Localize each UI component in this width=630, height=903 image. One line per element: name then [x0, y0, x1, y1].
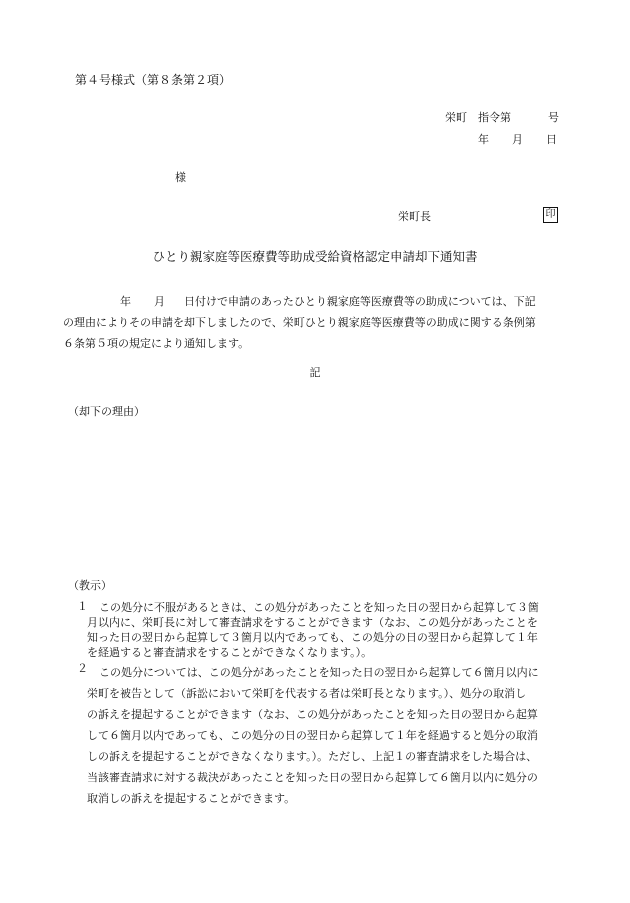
- body-paragraph: [63, 291, 563, 354]
- kyoji-item-2-line: 取消しの訴えを提起することができます。: [87, 792, 296, 805]
- body-year: 年: [120, 295, 131, 308]
- seal-mark: 印: [543, 207, 558, 223]
- doc-number-prefix: 栄町: [445, 111, 467, 124]
- doc-number-suffix: 号: [548, 111, 559, 124]
- form-number: 第４号様式（第８条第２項）: [75, 73, 232, 87]
- kyoji-item-2-line: しの訴えを提起することができなくなります。）。ただし、上記１の審査請求をした場合は、: [87, 750, 538, 763]
- date-year: 年: [478, 133, 489, 146]
- doc-number-label: 指令第: [478, 111, 511, 124]
- body-line-1-text: 日付けで申請のあったひとり親家庭等医療費等の助成については、下記: [184, 295, 536, 308]
- kyoji-label: （教示）: [68, 579, 112, 592]
- kyoji-item-2-line: 栄町を被告として（訴訟において栄町を代表する者は栄町長となります。）、処分の取消し: [87, 687, 527, 700]
- date-month: 月: [512, 133, 523, 146]
- body-line-1: [63, 291, 563, 312]
- kyoji-item-1-line: 月以内に、栄町長に対して審査請求をすることができます（なお、この処分があったことを: [87, 616, 538, 629]
- kyoji-item-2-number: ２: [77, 662, 88, 675]
- addressee-suffix: 様: [175, 171, 186, 184]
- reason-label: （却下の理由）: [68, 405, 145, 418]
- body-month: 月: [154, 295, 165, 308]
- body-line-2: の理由によりその申請を却下しましたので、栄町ひとり親家庭等医療費等の助成に関する条例第: [63, 316, 536, 329]
- date-day: 日: [546, 133, 557, 146]
- kyoji-item-1-line: この処分に不服があるときは、この処分があったことを知った日の翌日から起算して３箇: [99, 601, 539, 614]
- kyoji-item-1-line: 知った日の翌日から起算して３箇月以内であっても、この処分の日の翌日から起算して１年: [87, 631, 538, 644]
- kyoji-item-2-line: して６箇月以内であっても、この処分の日の翌日から起算して１年を経過すると処分の取消: [87, 729, 538, 742]
- kyoji-item-2-line: 当該審査請求に対する裁決があったことを知った日の翌日から起算して６箇月以内に処分の: [87, 771, 538, 784]
- document-title: ひとり親家庭等医療費等助成受給資格認定申請却下通知書: [152, 249, 478, 264]
- issuer-name: 栄町長: [398, 210, 431, 223]
- kyoji-item-1-line: を経過すると審査請求をすることができなくなります。）。: [87, 646, 373, 659]
- kyoji-item-1-number: １: [77, 600, 88, 613]
- body-line-3: ６条第５項の規定により通知します。: [63, 337, 250, 350]
- ki-heading: 記: [309, 366, 321, 379]
- kyoji-item-2-line: の訴えを提起することができます（なお、この処分があったことを知った日の翌日から起算: [87, 708, 538, 721]
- kyoji-item-2-line: この処分については、この処分があったことを知った日の翌日から起算して６箇月以内に: [99, 666, 539, 679]
